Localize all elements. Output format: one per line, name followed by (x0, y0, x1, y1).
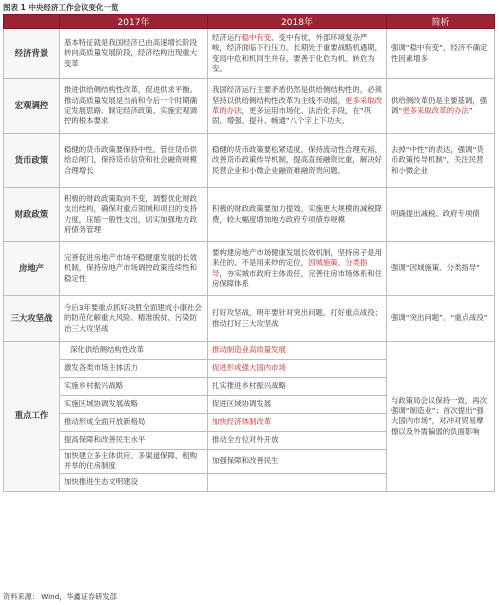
key-work-2018: 推动制造业高质量发展 (208, 342, 387, 360)
row-real-estate (4, 242, 495, 296)
cell-2017 (60, 79, 208, 134)
cell-text: 去掉“中性”的表达，强调“货币政策传导机制”，关注民营和小微企业 (391, 144, 484, 175)
key-work-2018: 加强保障和改善民生 (208, 450, 387, 474)
key-work-2018 (208, 473, 387, 491)
cell-2018 (208, 188, 387, 242)
cell-2018 (208, 134, 387, 188)
cell-2017 (60, 296, 208, 342)
cell-text: 完善促进房地产市场平稳健康发展的长效机制，保持房地产市场调控政策连续性和稳定性 (64, 252, 198, 283)
cell-text: 推进供给侧结构性改革，促进供求平衡。推动高质量发展是当前和今后一个时期确定发展思路、制定经济政策、实施宏观调控的根本要求 (64, 85, 198, 126)
key-work-2017: 加快建立多主体供应、多渠道保障、租购并举的住房制度 (60, 450, 208, 474)
row-macro-control (4, 79, 495, 134)
cell-text: 稳健的货币政策要松紧适度，保持流动性合理充裕，改善货币政策传导机制，提高直接融资比重，解决好民营企业和小微企业融资难融资贵问题。 (212, 144, 382, 175)
cell-2017 (60, 134, 208, 188)
cell-2018 (208, 79, 387, 134)
cell-text: 强调“稳中有变”，经济不确定性因素增多 (391, 43, 488, 63)
cell-analysis (387, 79, 495, 134)
cell-analysis (387, 188, 495, 242)
cell-text: ，夯实城市政府主体责任，完善住房市场体系和住房保障体系 (212, 268, 383, 288)
cell-analysis (387, 134, 495, 188)
cell-text: 积极的财政政策要加力提效，实施更大规模的减税降费，较大幅度增加地方政府专项债券规模 (212, 204, 382, 224)
row-category: 货币政策 (4, 134, 60, 188)
cell-2018 (208, 29, 387, 79)
cell-text: 积极的财政政策取向不变，调整优化财政支出结构，确保对重点领域和项目的支持力度，压缩一般性支出，切实加强地方政府债务管理 (64, 193, 198, 234)
key-work-2018: 加快经济体制改革 (208, 414, 387, 432)
row-category: 经济背景 (4, 29, 60, 79)
key-work-row (4, 342, 495, 360)
highlight-text: 因城施策、分类指导 (212, 258, 368, 278)
cell-text: 明确提出减税、政府专项债 (391, 209, 480, 219)
row-category: 房地产 (4, 242, 60, 296)
header-2017: 2017年 (60, 15, 208, 29)
cell-text: ，更多运用市场化、法治化手段，在“巩固、增强、提升、畅通”八个字上下功夫。 (212, 106, 372, 126)
cell-text: 我国经济运行主要矛盾仍然是供给侧结构性的，必须坚持以供给侧结构性改革为主线不动摇， (212, 85, 382, 105)
cell-2018 (208, 242, 387, 296)
cell-text: 经济运行 (212, 32, 242, 42)
cell-text: 今后3年要重点抓好决胜全面建成小康社会的防范化解重大风险、精准脱贫、污染防治三大攻坚战 (64, 302, 202, 333)
cell-text: 要构建房地产市场健康发展长效机制，坚持房子是用来住的、不是用来炒的定位， (212, 247, 382, 268)
cell-text: 打好攻坚战，明年要针对突出问题，打好重点战役；推动打好三大攻坚战 (212, 308, 382, 328)
key-work-2017: 深化供给侧结构性改革 (60, 342, 208, 360)
cell-text: 、变中有忧，外部环境复杂严峻，经济面临下行压力。长期处于重要战略机遇期，变局中危和机同生并存，要善于化危为机、转危为安。 (212, 32, 382, 73)
key-work-2017: 激发各类市场主体活力 (60, 360, 208, 378)
row-fiscal-policy (4, 188, 495, 242)
row-monetary-policy (4, 134, 495, 188)
row-three-battles (4, 296, 495, 342)
key-work-2018: 促进区域协调发展 (208, 396, 387, 414)
policy-comparison-table (3, 14, 495, 492)
cell-text: 稳健的货币政策要保持中性，管住货币供给总闸门，保持货币信贷和社会融资规模合理增长 (64, 144, 198, 175)
header-2018: 2018年 (208, 15, 387, 29)
highlight-text: 稳中有变 (241, 32, 272, 42)
cell-text: 强调“因城施策、分类指导” (391, 263, 480, 273)
key-work-2018: 推动全方位对外开放 (208, 432, 387, 450)
key-work-2017: 实施区域协调发展战略 (60, 396, 208, 414)
cell-text: 强调“突出问题”、“重点战役” (391, 313, 488, 323)
cell-analysis (387, 242, 495, 296)
key-work-2018: 促进形成强大国内市场 (208, 360, 387, 378)
cell-text: 基本特征就是我国经济已由高速增长阶段转向高质量发展阶段，经济结构出现重大变革 (64, 37, 198, 68)
row-category: 三大攻坚战 (4, 296, 60, 342)
cell-analysis (387, 296, 495, 342)
cell-text: ” (468, 106, 473, 115)
cell-2018 (208, 296, 387, 342)
cell-2017 (60, 188, 208, 242)
key-work-analysis: 与政策局会议保持一致，再次强调“制造业”；首次提出“强大国内市场”，对冲对贸易摩擦以及外需偏弱的负面影响 (387, 342, 495, 492)
row-category: 重点工作 (4, 342, 60, 492)
highlight-text: 更多采取改革的办法 (402, 106, 469, 115)
header-analysis: 简析 (387, 15, 495, 29)
source-note: 资料来源： Wind，华鑫证券研发部 (3, 592, 117, 601)
key-work-2017: 推动形成全面开放新格局 (60, 414, 208, 432)
cell-analysis (387, 29, 495, 79)
figure-title: 图表 1 中央经济工作会议变化一览 (3, 3, 119, 12)
highlight-text: 更多采取改革的办法 (212, 95, 383, 115)
header-row (4, 15, 495, 29)
key-work-2017: 提高保障和改善民生水平 (60, 432, 208, 450)
header-corner (4, 15, 60, 29)
key-work-2017: 实施乡村振兴战略 (60, 378, 208, 396)
row-category: 宏观调控 (4, 79, 60, 134)
key-work-2018: 扎实推进乡村振兴战略 (208, 378, 387, 396)
key-work-2017: 加快推进生态文明建设 (60, 473, 208, 491)
cell-2017 (60, 242, 208, 296)
cell-2017 (60, 29, 208, 79)
row-economic-background (4, 29, 495, 79)
cell-text: 供给侧改革仍是主要基调，强调“ (391, 95, 488, 115)
row-category: 财政政策 (4, 188, 60, 242)
